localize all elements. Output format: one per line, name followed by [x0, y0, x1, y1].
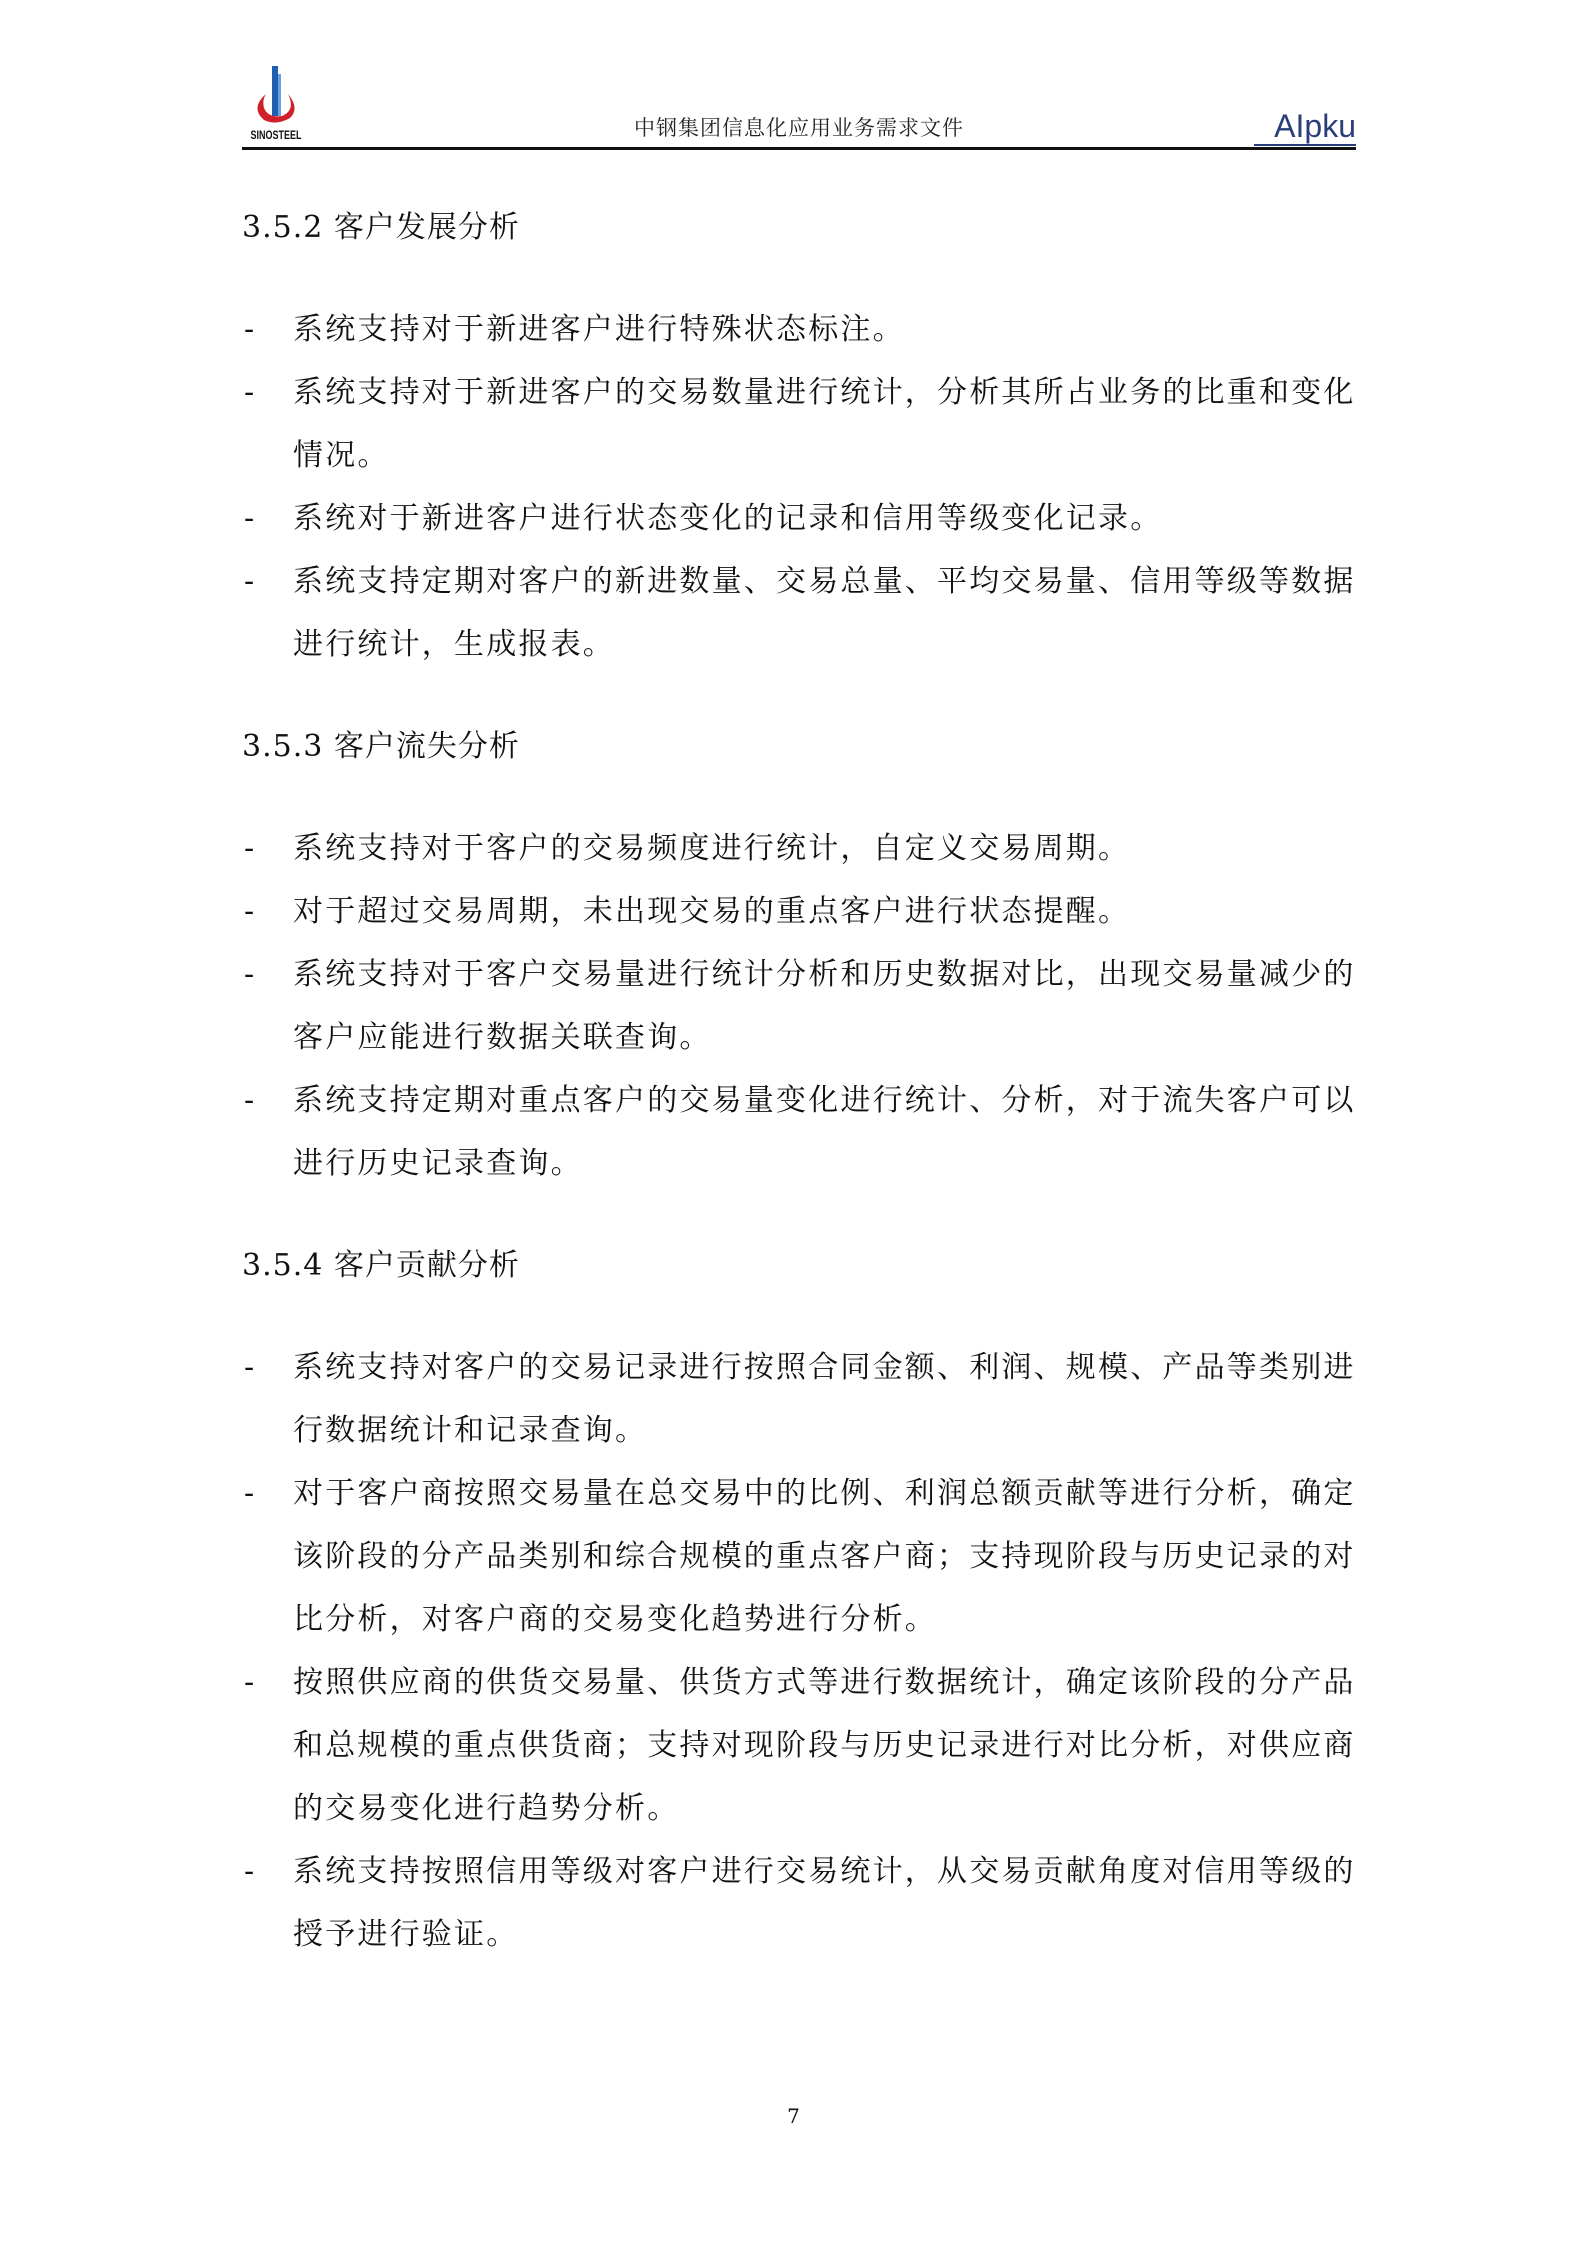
bullet-item — [242, 487, 1356, 550]
section-heading: 3.5.4 客户贡献分析 — [242, 1248, 520, 1283]
bullet-text-line: 和总规模的重点供货商；支持对现阶段与历史记录进行对比分析，对供应商 — [293, 1728, 1356, 1763]
bullet-item — [242, 1069, 1356, 1195]
bullet-marker: - — [244, 501, 255, 536]
page-header — [242, 60, 1356, 150]
document-title: 中钢集团信息化应用业务需求文件 — [634, 116, 964, 140]
bullet-text-line: 按照供应商的供货交易量、供货方式等进行数据统计，确定该阶段的分产品 — [293, 1665, 1356, 1700]
bullet-text-line: 系统对于新进客户进行状态变化的记录和信用等级变化记录。 — [293, 501, 1163, 536]
section — [242, 196, 1356, 676]
bullet-text-line: 系统支持定期对重点客户的交易量变化进行统计、分析，对于流失客户可以 — [293, 1083, 1356, 1118]
document-body — [242, 196, 1356, 2005]
bullet-text-line: 对于客户商按照交易量在总交易中的比例、利润总额贡献等进行分析，确定 — [293, 1476, 1356, 1511]
bullet-text-line: 的交易变化进行趋势分析。 — [293, 1791, 680, 1826]
bullet-item — [242, 1462, 1356, 1651]
bullet-marker: - — [244, 894, 255, 929]
bullet-text-line: 行数据统计和记录查询。 — [293, 1413, 648, 1448]
bullet-text-line: 进行统计，生成报表。 — [293, 627, 615, 662]
section — [242, 1234, 1356, 1966]
aipku-logo-text: AIpku — [1274, 108, 1356, 144]
bullet-marker: - — [244, 1854, 255, 1889]
bullet-marker: - — [244, 375, 255, 410]
bullet-text-line: 客户应能进行数据关联查询。 — [293, 1020, 712, 1055]
bullet-text-line: 授予进行验证。 — [293, 1917, 519, 1952]
bullet-text-line: 比分析，对客户商的交易变化趋势进行分析。 — [293, 1602, 937, 1637]
bullet-text-line: 系统支持定期对客户的新进数量、交易总量、平均交易量、信用等级等数据 — [293, 564, 1356, 599]
bullet-text-line: 系统支持对于新进客户进行特殊状态标注。 — [293, 312, 905, 347]
section-heading: 3.5.3 客户流失分析 — [242, 729, 520, 764]
bullet-item — [242, 1651, 1356, 1840]
bullet-text-line: 系统支持对于客户的交易频度进行统计，自定义交易周期。 — [293, 831, 1131, 866]
bullet-item — [242, 817, 1356, 880]
bullet-text-line: 系统支持对客户的交易记录进行按照合同金额、利润、规模、产品等类别进 — [293, 1350, 1356, 1385]
section-heading: 3.5.2 客户发展分析 — [242, 210, 520, 245]
bullet-text-line: 该阶段的分产品类别和综合规模的重点客户商；支持现阶段与历史记录的对 — [293, 1539, 1356, 1574]
bullet-item — [242, 943, 1356, 1069]
bullet-marker: - — [244, 1476, 255, 1511]
aipku-logo — [1254, 102, 1356, 146]
bullet-item — [242, 361, 1356, 487]
bullet-item — [242, 550, 1356, 676]
section — [242, 715, 1356, 1195]
bullet-marker: - — [244, 957, 255, 992]
bullet-marker: - — [244, 1083, 255, 1118]
bullet-marker: - — [244, 1665, 255, 1700]
bullet-item — [242, 1840, 1356, 1966]
bullet-item — [242, 880, 1356, 943]
bullet-text-line: 系统支持对于客户交易量进行统计分析和历史数据对比，出现交易量减少的 — [293, 957, 1356, 992]
bullet-text-line: 对于超过交易周期，未出现交易的重点客户进行状态提醒。 — [293, 894, 1131, 929]
bullet-marker: - — [244, 831, 255, 866]
bullet-item — [242, 298, 1356, 361]
bullet-text-line: 系统支持对于新进客户的交易数量进行统计，分析其所占业务的比重和变化 — [293, 375, 1356, 410]
bullet-marker: - — [244, 1350, 255, 1385]
bullet-text-line: 系统支持按照信用等级对客户进行交易统计，从交易贡献角度对信用等级的 — [293, 1854, 1356, 1889]
bullet-marker: - — [244, 312, 255, 347]
page-number: 7 — [787, 2104, 800, 2128]
header-rule — [242, 147, 1356, 150]
bullet-item — [242, 1336, 1356, 1462]
bullet-text-line: 情况。 — [293, 438, 390, 473]
sinosteel-logo-text: SINOSTEEL — [250, 128, 302, 142]
bullet-text-line: 进行历史记录查询。 — [293, 1146, 583, 1181]
bullet-marker: - — [244, 564, 255, 599]
